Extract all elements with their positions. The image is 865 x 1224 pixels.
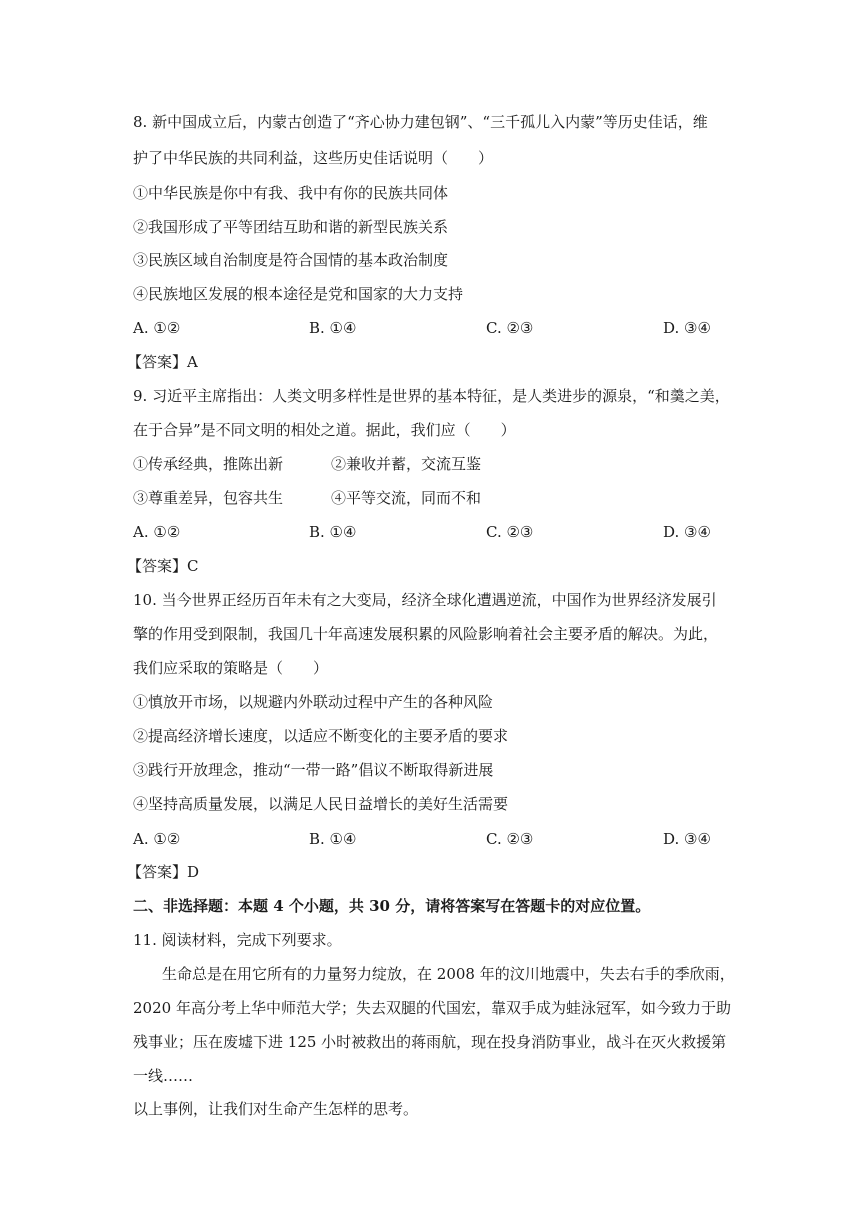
q9-item-3: ③尊重差异，包容共生 [133, 489, 284, 507]
q11-material-line3: 残事业；压在废墟下进 125 小时被救出的蒋雨航，现在投身消防事业，战斗在灭火救援第 [133, 1033, 727, 1051]
q10-stem-line3: 我们应采取的策略是（ ） [133, 659, 329, 677]
q8-item-4: ④民族地区发展的根本途径是党和国家的大力支持 [133, 285, 464, 303]
q9-option-c: C. ②③ [486, 523, 534, 541]
q8-stem-line1: 8. 新中国成立后，内蒙古创造了“齐心协力建包钢”、“三千孤儿入内蒙”等历史佳话，维 [133, 113, 708, 131]
q11-question: 以上事例，让我们对生命产生怎样的思考。 [133, 1100, 419, 1118]
q10-item-1: ①慎放开市场，以规避内外联动过程中产生的各种风险 [133, 693, 494, 711]
q9-stem-line1: 9. 习近平主席指出：人类文明多样性是世界的基本特征，是人类进步的源泉，“和羹之美， [133, 387, 730, 405]
q8-option-b: B. ①④ [309, 319, 357, 337]
q10-option-d: D. ③④ [663, 830, 711, 848]
q9-option-a: A. ①② [133, 523, 181, 541]
q8-option-c: C. ②③ [486, 319, 534, 337]
q8-option-a: A. ①② [133, 319, 181, 337]
q8-answer: 【答案】A [127, 353, 198, 371]
q9-answer: 【答案】C [127, 557, 199, 575]
q10-item-3: ③践行开放理念，推动“一带一路”倡议不断取得新进展 [133, 761, 494, 779]
q9-option-b: B. ①④ [309, 523, 357, 541]
q11-material-line2: 2020 年高分考上华中师范大学；失去双腿的代国宏，靠双手成为蛙泳冠军，如今致力于助 [133, 999, 731, 1017]
q8-option-d: D. ③④ [663, 319, 711, 337]
q10-item-2: ②提高经济增长速度，以适应不断变化的主要矛盾的要求 [133, 727, 509, 745]
q10-answer: 【答案】D [127, 863, 200, 881]
q10-item-4: ④坚持高质量发展，以满足人民日益增长的美好生活需要 [133, 795, 509, 813]
q9-option-d: D. ③④ [663, 523, 711, 541]
q10-option-b: B. ①④ [309, 830, 357, 848]
q10-option-a: A. ①② [133, 830, 181, 848]
q11-stem: 11. 阅读材料，完成下列要求。 [133, 931, 342, 949]
q8-stem-line2: 护了中华民族的共同利益，这些历史佳话说明（ ） [133, 149, 494, 167]
q9-item-1: ①传承经典，推陈出新 [133, 455, 284, 473]
q9-item-4: ④平等交流，同而不和 [331, 489, 482, 507]
q8-item-3: ③民族区域自治制度是符合国情的基本政治制度 [133, 251, 449, 269]
q9-item-2: ②兼收并蓄，交流互鉴 [331, 455, 482, 473]
q10-stem-line2: 擎的作用受到限制，我国几十年高速发展积累的风险影响着社会主要矛盾的解决。为此， [133, 625, 719, 643]
q11-material-line1: 生命总是在用它所有的力量努力绽放，在 2008 年的汶川地震中，失去右手的季欣雨， [162, 965, 735, 983]
q10-stem-line1: 10. 当今世界正经历百年未有之大变局，经济全球化遭遇逆流，中国作为世界经济发展引 [133, 591, 717, 609]
q8-item-1: ①中华民族是你中有我、我中有你的民族共同体 [133, 184, 449, 202]
section2-heading: 二、非选择题：本题 4 个小题，共 30 分，请将答案写在答题卡的对应位置。 [133, 897, 651, 915]
q9-stem-line2: 在于合异”是不同文明的相处之道。据此，我们应（ ） [133, 421, 516, 439]
q11-material-line4: 一线…… [133, 1067, 194, 1085]
q10-option-c: C. ②③ [486, 830, 534, 848]
q8-item-2: ②我国形成了平等团结互助和谐的新型民族关系 [133, 218, 449, 236]
